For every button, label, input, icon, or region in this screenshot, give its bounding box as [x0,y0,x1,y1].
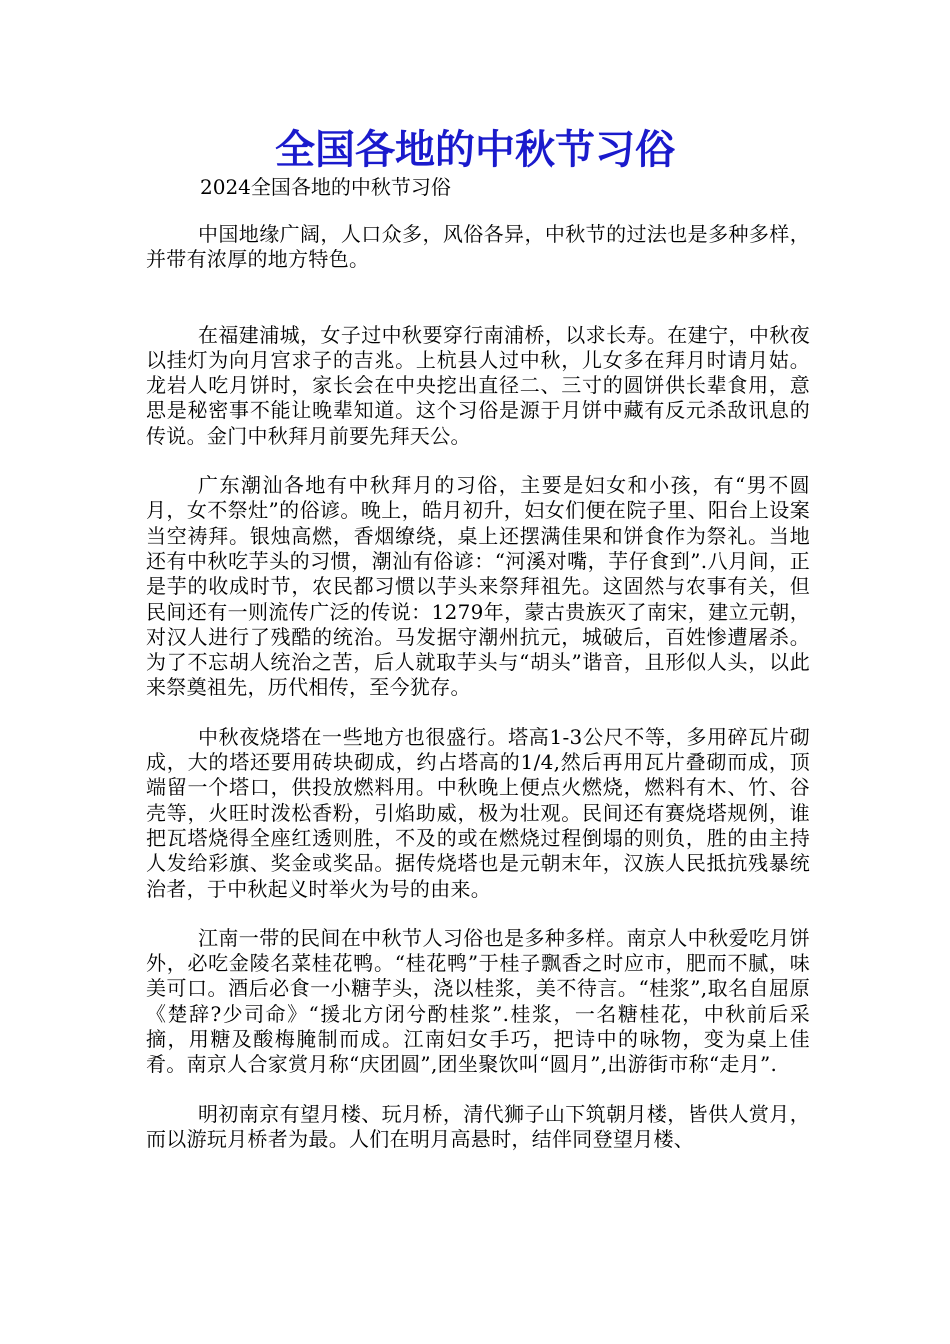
paragraph-nanjing: 明初南京有望月楼、玩月桥，清代狮子山下筑朝月楼，皆供人赏月，而以游玩月桥者为最。人们在明月高悬时，结伴同登望月楼、 [146,1101,810,1151]
paragraph-burning-tower: 中秋夜烧塔在一些地方也很盛行。塔高1-3公尺不等，多用碎瓦片砌成，大的塔还要用砖块砌成，约占塔高的1/4,然后再用瓦片叠砌而成，顶端留一个塔口，供投放燃料用。中秋晚上便点火燃烧，燃料有木、竹、谷壳等，火旺时泼松香粉，引焰助威，极为壮观。民间还有赛烧塔规例，谁把瓦塔烧得全座红透则胜，不及的或在燃烧过程倒塌的则负，胜的由主持人发给彩旗、奖金或奖品。据传烧塔也是元朝末年，汉族人民抵抗残暴统治者，于中秋起义时举火为号的由来。 [146,724,810,901]
document-subtitle: 2024全国各地的中秋节习俗 [200,175,451,199]
paragraph-intro: 中国地缘广阔，人口众多，风俗各异，中秋节的过法也是多种多样，并带有浓厚的地方特色。 [146,222,810,272]
paragraph-fujian: 在福建浦城，女子过中秋要穿行南浦桥，以求长寿。在建宁，中秋夜以挂灯为向月宫求子的吉兆。上杭县人过中秋，儿女多在拜月时请月姑。龙岩人吃月饼时，家长会在中央挖出直径二、三寸的圆饼供长辈食用，意思是秘密事不能让晚辈知道。这个习俗是源于月饼中藏有反元杀敌讯息的传说。金门中秋拜月前要先拜天公。 [146,322,810,448]
document-body [146,222,810,1176]
paragraph-guangdong: 广东潮汕各地有中秋拜月的习俗，主要是妇女和小孩，有“男不圆月，女不祭灶”的俗谚。晚上，皓月初升，妇女们便在院子里、阳台上设案当空祷拜。银烛高燃，香烟缭绕，桌上还摆满佳果和饼食作为祭礼。当地还有中秋吃芋头的习惯，潮汕有俗谚：“河溪对嘴，芋仔食到”.八月间，正是芋的收成时节，农民都习惯以芋头来祭拜祖先。这固然与农事有关，但民间还有一则流传广泛的传说：1279年，蒙古贵族灭了南宋，建立元朝，对汉人进行了残酷的统治。马发据守潮州抗元，城破后，百姓惨遭屠杀。为了不忘胡人统治之苦，后人就取芋头与“胡头”谐音，且形似人头，以此来祭奠祖先，历代相传，至今犹存。 [146,473,810,700]
paragraph-jiangnan: 江南一带的民间在中秋节人习俗也是多种多样。南京人中秋爱吃月饼外，必吃金陵名菜桂花鸭。“桂花鸭”于桂子飘香之时应市，肥而不腻，味美可口。酒后必食一小糖芋头，浇以桂浆，美不待言。“桂浆”,取名自屈原《楚辞?少司命》“援北方闭兮酌桂浆”.桂浆，一名糖桂花，中秋前后采摘，用糖及酸梅腌制而成。江南妇女手巧，把诗中的咏物，变为桌上佳肴。南京人合家赏月称“庆团圆”,团坐聚饮叫“圆月”,出游街市称“走月”. [146,925,810,1077]
document-title: 全国各地的中秋节习俗 [275,127,675,173]
